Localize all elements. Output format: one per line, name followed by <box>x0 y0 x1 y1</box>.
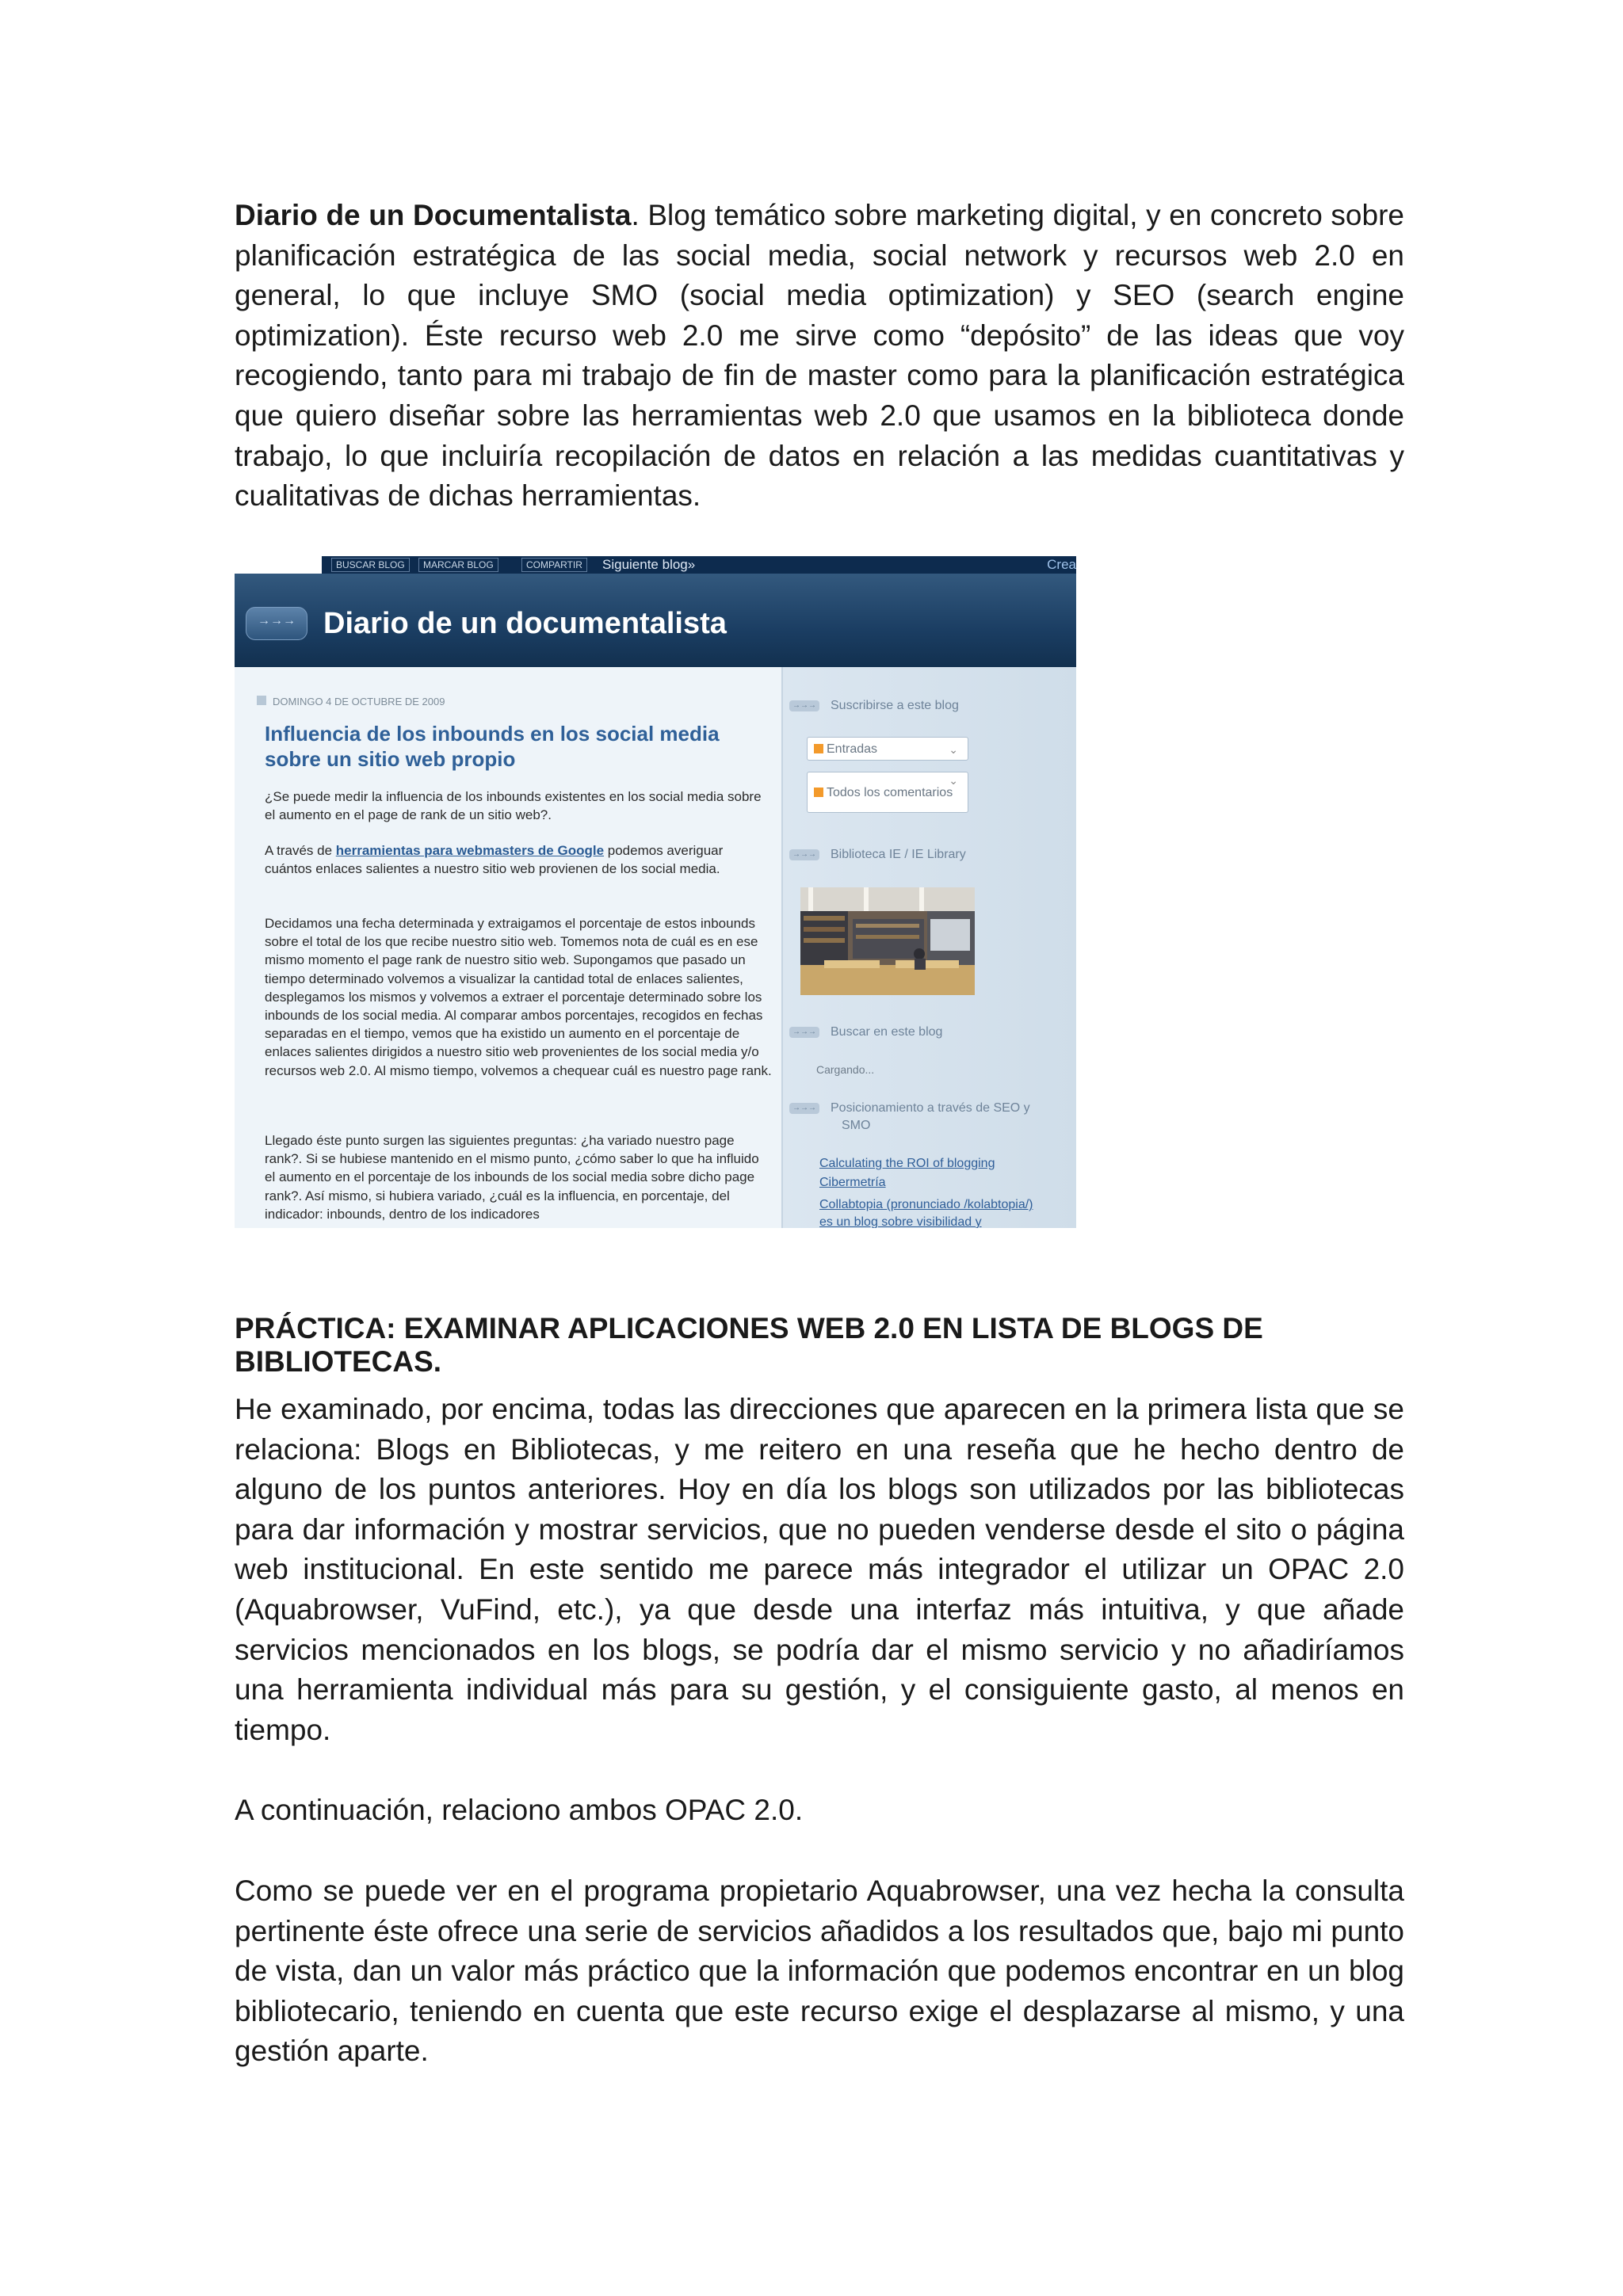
chevron-down-icon: ⌄ <box>949 774 958 787</box>
arrow-icon: →→→ <box>789 1027 819 1038</box>
intro-lead: Diario de un Documentalista <box>235 199 632 231</box>
arrow-icon: →→→ <box>789 1103 819 1114</box>
subscribe-heading: →→→ Suscribirse a este blog <box>789 699 959 713</box>
library-heading: →→→ Biblioteca IE / IE Library <box>789 848 966 862</box>
next-blog-link: Siguiente blog» <box>602 557 696 572</box>
blog-title: Diario de un documentalista <box>323 607 727 640</box>
practica-paragraph-1: He examinado, por encima, todas las direcciones que aparecen en la primera lista que se relaciona: Blogs en Bibliotecas, y me reitero en una reseña que he hecho dentro de alguno de los puntos anteriores. Hoy en día los blogs son utilizados por las bibliotecas para dar información y mostrar servicios, que no pueden venderse desde el sito o página web institucional. En este sentido me parece más integrador el utilizar un OPAC 2.0 (Aquabrowser, VuFind, etc.), ya que desde una interfaz más intuitiva, y que añade servicios mencionados en los blogs, se podría dar el mismo servicio y no añadiríamos una herramienta individual más para su gestión, y el consiguiente gasto, al menos en tiempo. <box>235 1393 1404 1746</box>
date-bullet-icon <box>257 696 266 705</box>
post-paragraph-2: A través de herramientas para webmasters de Google podemos averiguar cuántos enlaces salientes a nuestro sitio web provienen de los social media. <box>265 843 724 877</box>
practica-heading: PRÁCTICA: EXAMINAR APLICACIONES WEB 2.0 EN LISTA DE BLOGS DE BIBLIOTECAS. <box>235 1312 1263 1378</box>
intro-paragraph <box>235 196 1404 517</box>
blog-screenshot <box>235 556 1076 1228</box>
practica-paragraph-3: Como se puede ver en el programa propietario Aquabrowser, una vez hecha la consulta pertinente éste ofrece una serie de servicios añadidos a los resultados que, bajo mi punto de vista, dan un valor más práctico que la información que podemos encontrar en un blog bibliotecario, teniendo en cuenta que este recurso exige el desplazarse al mismo, y una gestión aparte. <box>235 1875 1404 2068</box>
seo-heading-line-2: SMO <box>842 1119 871 1132</box>
library-photo-image <box>800 887 975 995</box>
blogger-navbar <box>235 556 1076 574</box>
share-button: COMPARTIR <box>521 558 587 572</box>
webmaster-tools-link: herramientas para webmasters de Google <box>335 843 605 858</box>
intro-text: . Blog temático sobre marketing digital, y en concreto sobre planificación estratégica de las social media, social network y recursos web 2.0 en general, lo que incluye SMO (social media optimization) y SEO (search engine optimization). Éste recurso web 2.0 me sirve como “depósito” de las ideas que voy recogiendo, tanto para mi trabajo de fin de master como para la planificación estratégica que quiero diseñar sobre las herramientas web 2.0 que usamos en la biblioteca donde trabajo, lo que incluiría recopilación de datos en relación a las medidas cuantitativas y cualitativas de dichas herramientas. <box>235 199 1404 513</box>
loading-text: Cargando... <box>816 1063 875 1076</box>
rss-icon <box>814 744 823 753</box>
comments-feed-select: Todos los comentarios ⌄ <box>807 772 968 813</box>
seo-heading: →→→ Posicionamiento a través de SEO y <box>789 1101 1030 1116</box>
cibermetria-link: Cibermetría <box>819 1176 886 1189</box>
blog-header <box>235 574 1076 667</box>
practica-paragraph-2: A continuación, relaciono ambos OPAC 2.0. <box>235 1794 804 1826</box>
post-title: Influencia de los inbounds en los social media sobre un sitio web propio <box>265 722 720 771</box>
arrow-icon: →→→ <box>789 700 819 711</box>
post-date: DOMINGO 4 DE OCTUBRE DE 2009 <box>273 696 445 707</box>
search-blog-button: BUSCAR BLOG <box>331 558 410 572</box>
create-link: Crea <box>1047 557 1076 572</box>
library-photo <box>800 887 975 995</box>
arrow-logo-icon: →→→ <box>246 607 307 640</box>
visibility-blog-link: es un blog sobre visibilidad y <box>819 1215 982 1228</box>
roi-blogging-link: Calculating the ROI of blogging <box>819 1157 995 1170</box>
arrow-icon: →→→ <box>789 849 819 860</box>
post-paragraph-4: Llegado éste punto surgen las siguientes preguntas: ¿ha variado nuestro page rank?. Si se hubiese mantenido en el mismo punto, ¿cómo saber lo que ha influido el aumento en el porcentaje de los inbounds de los social media sobre dicho page rank?. Así mismo, si hubiera variado, ¿cuál es la influencia, en porcentaje, del indicador: inbounds, dentro de los indicadores <box>265 1133 759 1222</box>
bookmark-blog-button: MARCAR BLOG <box>418 558 498 572</box>
chevron-down-icon: ⌄ <box>949 743 958 756</box>
entries-feed-select: Entradas ⌄ <box>807 737 968 761</box>
collabtopia-link: Collabtopia (pronunciado /kolabtopia/) <box>819 1198 1033 1211</box>
post-paragraph-3: Decidamos una fecha determinada y extraigamos el porcentaje de estos inbounds sobre el total de los que recibe nuestro sitio web. Tomemos nota de cuál es en ese mismo momento el page rank de nuestro sitio web. Supongamos que pasado un tiempo determinado volvemos a visualizar la cantidad total de enlaces salientes, desplegamos los mismos y volvemos a extraer el porcentaje determinado sobre los inbounds de los social media. Al comparar ambos porcentajes, recogidos en fechas separadas en el tiempo, vemos que ha existido un aumento en el porcentaje de enlaces salientes dirigidos a nuestro sitio web provenientes de los social media y/o recursos web 2.0. Al mismo tiempo, volvemos a chequear cuál es nuestro page rank. <box>265 916 772 1078</box>
post-paragraph-1: ¿Se puede medir la influencia de los inbounds existentes en los social media sobre el aumento en el page de rank de un sitio web?. <box>265 789 762 823</box>
rss-icon <box>814 788 823 797</box>
search-blog-heading: →→→ Buscar en este blog <box>789 1025 942 1039</box>
